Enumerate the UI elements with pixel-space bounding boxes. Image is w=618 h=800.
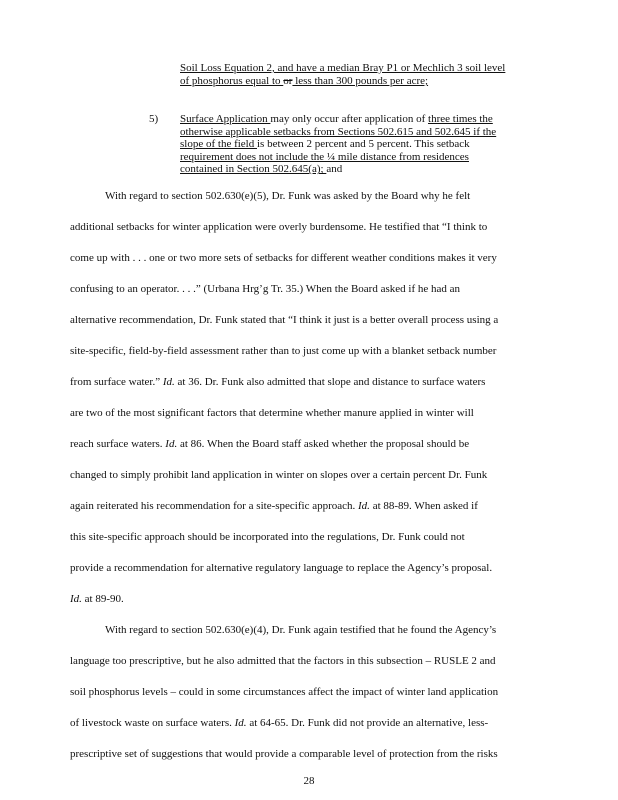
rule-text-continuation [180,62,550,88]
paragraph-line: come up with . . . one or two more sets of setbacks for different weather conditions makes it very [70,252,497,264]
paragraph-line: language too prescriptive, but he also admitted that the factors in this subsection – RUSLE 2 and [70,655,496,667]
rule-text-line [180,75,550,88]
paragraph-line: soil phosphorus levels – could in some circumstances affect the impact of winter land application [70,686,499,698]
citation-id: Id. [162,376,175,388]
rule-text-fragment: contained in Section 502.645(a); [180,163,327,176]
text-fragment: at 64-65. Dr. Funk did not provide an alternative, less- [246,717,489,729]
paragraph-line: additional setbacks for winter application were overly burdensome. He testified that “I think to [70,221,488,233]
paragraph-line: alternative recommendation, Dr. Funk stated that “I think it just is a better overall process using a [70,314,499,326]
rule-item-5 [180,113,550,176]
paragraph-line: confusing to an operator. . . .” (Urbana Hrg’g Tr. 35.) When the Board asked if he had an [70,283,461,295]
citation-id: Id. [165,438,178,450]
citation-id: Id. [70,593,82,605]
paragraph-line: this site-specific approach should be incorporated into the regulations, Dr. Funk could not [70,531,465,543]
citation-id: Id. [358,500,370,512]
rule-text-fragment: three times the [428,113,493,125]
rule-text-line [180,163,550,176]
paragraph-line: With regard to section 502.630(e)(5), Dr. Funk was asked by the Board why he felt [105,190,471,202]
rule-text-fragment: Surface Application [180,113,271,125]
paragraph-line: changed to simply prohibit land application in winter on slopes over a certain percent Dr. Funk [70,469,488,481]
paragraph-line [70,500,478,513]
rule-text-line: requirement does not include the ¼ mile distance from residences [180,150,469,163]
rule-text-fragment: of phosphorus equal to [180,75,284,87]
rule-text-fragment: less than 300 pounds per acre; [292,75,429,87]
text-fragment: of livestock waste on surface waters. [70,717,235,729]
text-fragment: at 88-89. When asked if [369,500,478,512]
rule-text-line: Soil Loss Equation 2, and have a median Bray P1 or Mechlich 3 soil level [180,62,506,74]
text-fragment: at 89-90. [81,593,124,605]
rule-text-fragment: may only occur after application of [270,113,429,125]
page-number: 28 [303,775,315,787]
paragraph-line: site-specific, field-by-field assessment rather than to just come up with a blanket setback number [70,345,497,357]
paragraph-line: provide a recommendation for alternative regulatory language to replace the Agency’s proposal. [70,562,493,574]
paragraph-line: are two of the most significant factors that determine whether manure applied in winter will [70,407,474,419]
text-fragment: from surface water.” [70,376,163,388]
text-fragment: again reiterated his recommendation for a site-specific approach. [70,500,359,512]
paragraph-line: With regard to section 502.630(e)(4), Dr. Funk again testified that he found the Agency’s [105,624,497,636]
rule-text-fragment: slope of the field [180,138,257,151]
text-fragment: reach surface waters. [70,438,166,450]
paragraph-line [70,717,488,730]
text-fragment: at 86. When the Board staff asked whether the proposal should be [177,438,470,450]
rule-text-line: otherwise applicable setbacks from Sections 502.615 and 502.645 if the [180,125,497,138]
rule-text-fragment: and [326,163,343,176]
paragraph-line [70,593,124,606]
item-marker: 5) [149,113,159,125]
rule-text-line [180,138,550,151]
paragraph-line [70,438,469,451]
citation-id: Id. [234,717,247,729]
text-fragment: at 36. Dr. Funk also admitted that slope and distance to surface waters [174,376,486,388]
strikethrough-text: or [283,75,293,87]
rule-text-fragment: is between 2 percent and 5 percent. This setback [256,138,470,151]
paragraph-line: prescriptive set of suggestions that would provide a comparable level of protection from the risks [70,748,498,760]
paragraph-line [70,376,485,389]
rule-text-line [180,113,550,126]
